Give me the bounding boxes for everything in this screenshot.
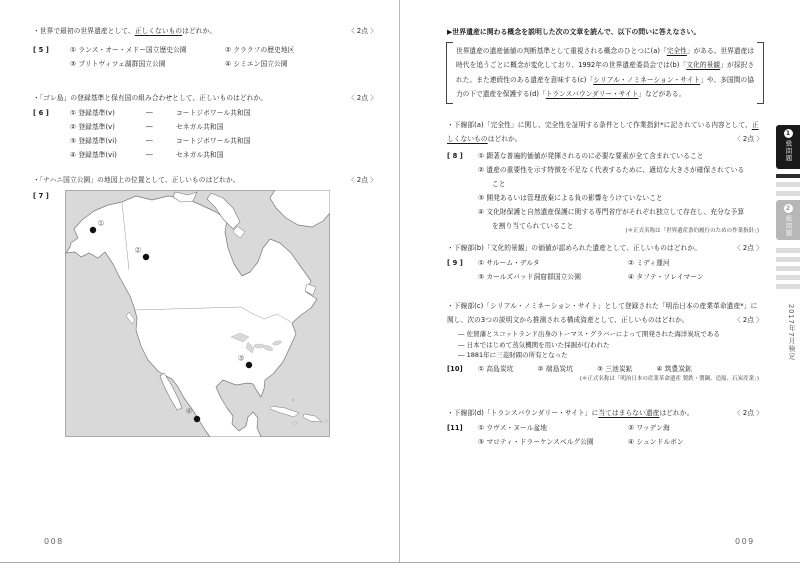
q6-option-4-country: セネガル共和国 — [176, 151, 224, 159]
q10-footnote-text: (＊正式名称は「明治日本の産業革命遺産 製鉄・製鋼、造船、石炭産業」) — [579, 376, 759, 382]
passage-text — [446, 42, 764, 104]
q10-statement-3: ― 1881年に三菱財閥の所有となった — [458, 351, 568, 359]
q11-intro-pre: ・下線部(d)「トランスバウンダリー・サイト」に — [447, 409, 599, 417]
q10-number: [10] — [447, 365, 463, 373]
q6-option-1-country: コートジボワール共和国 — [176, 109, 251, 117]
q5-intro-post: はどれか。 — [182, 27, 217, 35]
q8-intro-underlined: 正しくないもの — [447, 121, 759, 143]
exam-edition-label — [786, 304, 796, 360]
tab1-number: 1 — [785, 130, 791, 137]
q10-option-3: ③ 三池炭鉱 — [596, 365, 633, 373]
q11-options — [478, 421, 684, 449]
tab2-number-badge — [784, 204, 793, 213]
dash: ― — [146, 109, 153, 117]
page-number-left — [44, 537, 64, 546]
q6-option-3-criterion: ③ 登録基準(vi) — [70, 137, 117, 145]
q6-option-2 — [70, 120, 251, 134]
page-gutter-divider — [399, 0, 400, 563]
q10-option-2: ② 端島炭坑 — [537, 365, 573, 373]
q8-option-3: ③ 開発あるいは管理放棄による負の影響をうけていないこと — [478, 194, 663, 202]
q8-options — [478, 149, 750, 233]
section-lead — [447, 26, 767, 39]
marker-dot-2 — [143, 254, 149, 260]
q11-intro-underlined: 当てはまらない遺産 — [598, 409, 660, 417]
q9-options — [478, 256, 704, 284]
q5-block — [33, 43, 378, 71]
edge-bar-light — [776, 266, 800, 271]
q7-number-label: [ 7 ] — [33, 192, 49, 200]
tab2-number: 2 — [785, 205, 791, 212]
marker-dot-4 — [194, 416, 200, 422]
q6-points: 〈 2点 〉 — [347, 94, 377, 102]
q11-option-2: ② ワッデン海 — [628, 424, 670, 432]
exam-edition-text: 2017年7月検定 — [787, 304, 795, 361]
dash: ― — [146, 123, 153, 131]
q8-option-1: ① 顕著な普遍的価値が発揮されるのに必要な要素が全て含まれていること — [478, 152, 704, 160]
q6-options — [70, 106, 251, 162]
passage-term-integrity: 完全性 — [666, 47, 687, 55]
q5-intro-text — [33, 24, 216, 38]
marker-dot-3 — [246, 362, 252, 368]
q6-intro-text: ・「ゴレ島」の登録基準と保有国の組み合わせとして、正しいものはどれか。 — [33, 94, 268, 102]
q8-intro-pre: ・下線部(a)「完全性」に関し、完全性を証明する条件として作業指針*に記されている内容として、 — [447, 121, 752, 129]
q9-number: [ 9 ] — [447, 259, 463, 267]
q5-option-3: ③ プリトヴィツェ湖群国立公園 — [70, 60, 166, 68]
q8-intro-post: はどれか。 — [487, 134, 522, 143]
q9-intro-text: ・下線部(b)「文化的景観」の価値が認められた遺産として、正しいものはどれか。 — [447, 244, 701, 252]
tab2-label: 級問題 — [784, 215, 792, 237]
q10-option-1: ① 高島炭坑 — [478, 365, 514, 373]
edge-bar-dark — [776, 174, 800, 178]
q5-intro-underlined: 正しくないもの — [134, 27, 183, 35]
q8-intro — [447, 119, 763, 146]
edge-bar-light — [776, 275, 800, 280]
q8-points: 〈 2点 〉 — [733, 134, 763, 143]
q6-option-4-criterion: ④ 登録基準(vi) — [70, 151, 117, 159]
section-lead-text: ▶世界遺産に関わる概念を説明した次の文章を読んで、以下の問いに答えなさい。 — [447, 28, 701, 36]
q5-option-2: ② クラクフの歴史地区 — [225, 46, 295, 54]
map-lake-huron — [254, 344, 264, 348]
q5-option-1: ① ランス・オー・メドー国立歴史公園 — [70, 46, 187, 54]
marker-label-4: ④ — [185, 406, 193, 416]
map-bahamas — [292, 399, 294, 401]
passage-term-cultural-landscape: 文化的景観 — [686, 61, 721, 70]
q11-option-3: ③ マロティ・ドラーケンスベルグ公園 — [478, 438, 594, 446]
edge-bar-light — [776, 248, 800, 253]
q11-points: 〈 2点 〉 — [733, 409, 763, 417]
q6-option-2-criterion: ② 登録基準(v) — [70, 123, 115, 131]
q11-intro-post: はどれか。 — [659, 409, 694, 417]
dash: ― — [146, 151, 153, 159]
q6-option-3 — [70, 134, 251, 148]
q11-option-4: ④ シュンドルボン — [628, 438, 684, 446]
q6-number: [ 6 ] — [33, 109, 49, 117]
passage-box — [446, 42, 764, 104]
q11-number: [11] — [447, 424, 463, 432]
marker-label-1: ① — [97, 218, 105, 228]
edge-bar-light — [776, 182, 800, 187]
q8-option-4: ④ 文化財保護と自然遺産保護に関する専門省庁がそれぞれ独立して存在し、充分な予算を割り当てられていること — [478, 208, 745, 230]
q6-option-1-criterion: ① 登録基準(v) — [70, 109, 115, 117]
q9-intro — [447, 241, 763, 255]
page-number-right — [735, 537, 755, 546]
q8-footnote — [447, 226, 759, 234]
q10-statements — [458, 329, 720, 361]
q8-block — [447, 149, 750, 233]
page-number-left-value: 008 — [44, 537, 64, 546]
q9-option-4: ④ タフテ・ソレイマーン — [628, 273, 704, 281]
north-america-map — [65, 190, 330, 437]
q9-points: 〈 2点 〉 — [733, 244, 763, 252]
passage-seg-4: 」や、多国間の協力の下で遺産を保護する(d)「 — [456, 75, 754, 98]
passage-term-transboundary: トランスバウンダリー・サイト — [545, 89, 639, 98]
q5-intro-pre: ・世界で最初の世界遺産として、 — [33, 27, 135, 35]
q11-intro-text — [447, 406, 693, 420]
q5-number: [ 5 ] — [33, 46, 49, 54]
dash: ― — [146, 137, 153, 145]
q5-option-4: ④ シミエン国立公園 — [225, 60, 288, 68]
q10-statement-1: ― 佐賀藩とスコットランド出身のトーマス・グラバーによって開発された海洋炭坑である — [458, 330, 720, 338]
q6-option-1 — [70, 106, 251, 120]
q7-number — [33, 189, 49, 203]
passage-seg-2: 」がある。世界遺産は時代を追うごとに概念が変化しており、1992年の世界遺産委員会では(b)「 — [456, 47, 755, 70]
q9-block — [447, 256, 704, 284]
page-number-right-value: 009 — [735, 537, 755, 546]
q6-option-4 — [70, 148, 251, 162]
map-jamaica — [294, 422, 296, 424]
q11-block — [447, 421, 684, 449]
q5-intro — [33, 24, 377, 38]
q10-option-4: ④ 筑豊炭鉱 — [656, 365, 692, 373]
q9-option-2: ② ミディ運河 — [628, 259, 670, 267]
passage-seg-5: 」などがある。 — [638, 89, 686, 98]
q10-statement-2: ― 日本ではじめて蒸気機関を用いた採掘が行われた — [458, 340, 610, 349]
q7-points: 〈 2点 〉 — [347, 176, 377, 184]
marker-label-2: ② — [134, 245, 142, 255]
edge-bar-light — [776, 284, 800, 289]
passage-term-serial-nomination: シリアル・ノミネーション・サイト — [593, 75, 701, 84]
q7-map-container — [65, 190, 330, 437]
q8-footnote-text: (＊正式名称は「世界遺産条約履行のための作業指針」) — [625, 228, 759, 234]
q6-option-2-country: セネガル共和国 — [176, 123, 224, 131]
q11-intro — [447, 406, 763, 420]
passage-bracket-left — [446, 42, 453, 104]
q10-footnote — [447, 374, 759, 382]
q10-points: 〈 2点 〉 — [733, 315, 763, 324]
bottom-rule — [0, 562, 800, 563]
passage-bracket-right — [757, 42, 764, 104]
edge-tab-grade1-questions — [776, 125, 800, 169]
q8-option-2: ② 遺産の重要性を示す特徴を不足なく代表するために、適切な大きさが確保されていること — [478, 166, 745, 188]
q6-intro — [33, 91, 377, 105]
q11-option-1: ① ウヴス・ヌール盆地 — [478, 424, 548, 432]
q10-intro-text: ・下線部(c)「シリアル・ノミネーション・サイト」として登録された「明治日本の産業革命遺産*」に関し、次の3つの説明文から推測される構成資産として、正しいものはどれか。 — [447, 302, 758, 324]
q5-options — [70, 43, 294, 71]
q6-option-3-country: コートジボワール共和国 — [176, 137, 251, 145]
tab1-label: 級問題 — [784, 140, 792, 162]
map-puerto-rico — [325, 420, 327, 422]
tab1-number-badge — [784, 129, 793, 138]
q8-number: [ 8 ] — [447, 152, 463, 160]
q6-block — [33, 106, 378, 162]
q9-option-1: ① サルーム・デルタ — [478, 259, 540, 267]
q10-intro — [447, 300, 763, 327]
q7-intro-text: ・「ナハニ国立公園」の地図上の位置として、正しいものはどれか。 — [33, 176, 240, 184]
marker-dot-1 — [90, 227, 96, 233]
edge-tab-grade2-questions — [776, 200, 800, 240]
q5-points: 〈 2点 〉 — [347, 27, 377, 35]
passage-seg-1: 世界遺産の遺産価値の判断基準として重視される概念のひとつに(a)「 — [456, 47, 667, 55]
edge-bar-light — [776, 191, 800, 196]
passage-seg-3: 」が採択された。また連続性のある遺産を意味する(c)「 — [456, 61, 755, 84]
q9-option-3: ③ カールズバッド洞窟群国立公園 — [478, 273, 582, 281]
edge-bar-light — [776, 257, 800, 262]
q7-intro — [33, 173, 377, 187]
marker-label-3: ③ — [237, 353, 245, 363]
